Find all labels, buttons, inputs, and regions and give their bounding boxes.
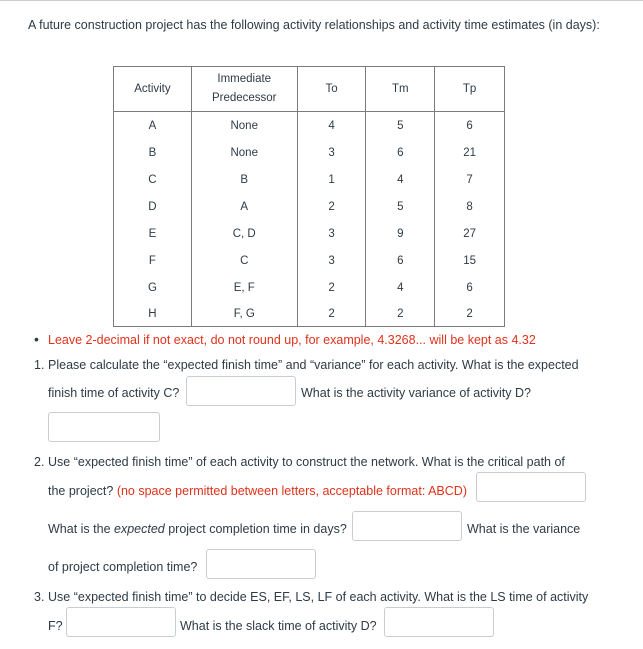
table-row (114, 166, 505, 193)
q1-line2-label-d: What is the activity variance of activity D? (301, 386, 531, 400)
intro-text: A future construction project has the following activity relationships and activity time estimates (in days): (28, 18, 600, 32)
cell-tm: 5 (366, 112, 435, 140)
q2-line3 (48, 522, 347, 536)
completion-time-input[interactable] (352, 511, 462, 541)
cell-predecessor: None (191, 139, 297, 166)
cell-tp: 15 (435, 247, 505, 274)
cell-predecessor: C, D (191, 220, 297, 247)
q1-number: 1. (34, 358, 45, 372)
completion-variance-input[interactable] (206, 549, 316, 579)
table-row (114, 301, 505, 327)
cell-to: 3 (297, 220, 366, 247)
cell-tp: 7 (435, 166, 505, 193)
q2-variance-label: What is the variance (467, 522, 581, 536)
q2-number: 2. (34, 455, 45, 469)
q3-line2-label-d: What is the slack time of activity D? (180, 619, 377, 633)
ls-time-f-input[interactable] (66, 607, 176, 637)
answer-c-expected-time-input[interactable] (186, 376, 296, 406)
table-row (114, 220, 505, 247)
top-divider (0, 0, 643, 1)
cell-tp: 8 (435, 193, 505, 220)
cell-activity: C (114, 166, 192, 193)
q1-line1: Please calculate the “expected finish time” and “variance” for each activity. What is the expected (48, 358, 579, 372)
cell-predecessor: A (191, 193, 297, 220)
cell-to: 3 (297, 247, 366, 274)
q2-line2 (48, 484, 467, 498)
cell-activity: E (114, 220, 192, 247)
q3-line1: Use “expected finish time” to decide ES, EF, LS, LF of each activity. What is the LS time of activity (48, 590, 589, 604)
cell-activity: G (114, 274, 192, 301)
cell-tm: 9 (366, 220, 435, 247)
activity-table (113, 66, 505, 327)
cell-activity: F (114, 247, 192, 274)
cell-tp: 27 (435, 220, 505, 247)
header-predecessor (191, 67, 297, 112)
header-pred-line2: Predecessor (211, 92, 277, 104)
q1-line2-label-c: finish time of activity C? (48, 386, 180, 400)
cell-predecessor: B (191, 166, 297, 193)
cell-tp: 6 (435, 274, 505, 301)
rounding-note: Leave 2-decimal if not exact, do not round up, for example, 4.3268... will be kept as 4.32 (48, 333, 536, 347)
cell-tm: 2 (366, 301, 435, 327)
cell-tm: 5 (366, 193, 435, 220)
q2-line4: of project completion time? (48, 560, 198, 574)
q3-line2-label-f: F? (48, 619, 63, 633)
cell-tm: 6 (366, 139, 435, 166)
answer-d-variance-input[interactable] (48, 412, 160, 442)
cell-tm: 4 (366, 274, 435, 301)
cell-activity: B (114, 139, 192, 166)
cell-to: 1 (297, 166, 366, 193)
table-row (114, 112, 505, 140)
q3-number: 3. (34, 590, 45, 604)
header-activity: Activity (114, 67, 192, 112)
header-pred-line1: Immediate (217, 73, 272, 85)
cell-predecessor: None (191, 112, 297, 140)
table-row (114, 247, 505, 274)
cell-to: 4 (297, 112, 366, 140)
cell-predecessor: E, F (191, 274, 297, 301)
header-tp: Tp (435, 67, 505, 112)
q2-line1: Use “expected finish time” of each activity to construct the network. What is the critical path of (48, 455, 565, 469)
cell-tp: 2 (435, 301, 505, 327)
table-row (114, 139, 505, 166)
cell-to: 2 (297, 193, 366, 220)
header-to: To (297, 67, 366, 112)
cell-predecessor: F, G (191, 301, 297, 327)
cell-tm: 4 (366, 166, 435, 193)
cell-tp: 21 (435, 139, 505, 166)
q2-line2-text: the project? (48, 484, 114, 498)
cell-activity: H (114, 301, 192, 327)
cell-to: 3 (297, 139, 366, 166)
header-tm: Tm (366, 67, 435, 112)
cell-tp: 6 (435, 112, 505, 140)
cell-tm: 6 (366, 247, 435, 274)
cell-to: 2 (297, 301, 366, 327)
cell-activity: A (114, 112, 192, 140)
cell-activity: D (114, 193, 192, 220)
q2-format-note: (no space permitted between letters, acceptable format: ABCD) (116, 484, 467, 498)
cell-predecessor: C (191, 247, 297, 274)
q2-line3-post: project completion time in days? (164, 522, 347, 536)
table-row (114, 193, 505, 220)
bullet-dot-icon: • (34, 331, 39, 347)
q2-line3-pre: What is the (48, 522, 114, 536)
cell-to: 2 (297, 274, 366, 301)
critical-path-input[interactable] (476, 472, 586, 502)
table-header-row (114, 67, 505, 112)
q2-line3-em: expected (114, 522, 165, 536)
slack-time-d-input[interactable] (384, 607, 494, 637)
table-row (114, 274, 505, 301)
